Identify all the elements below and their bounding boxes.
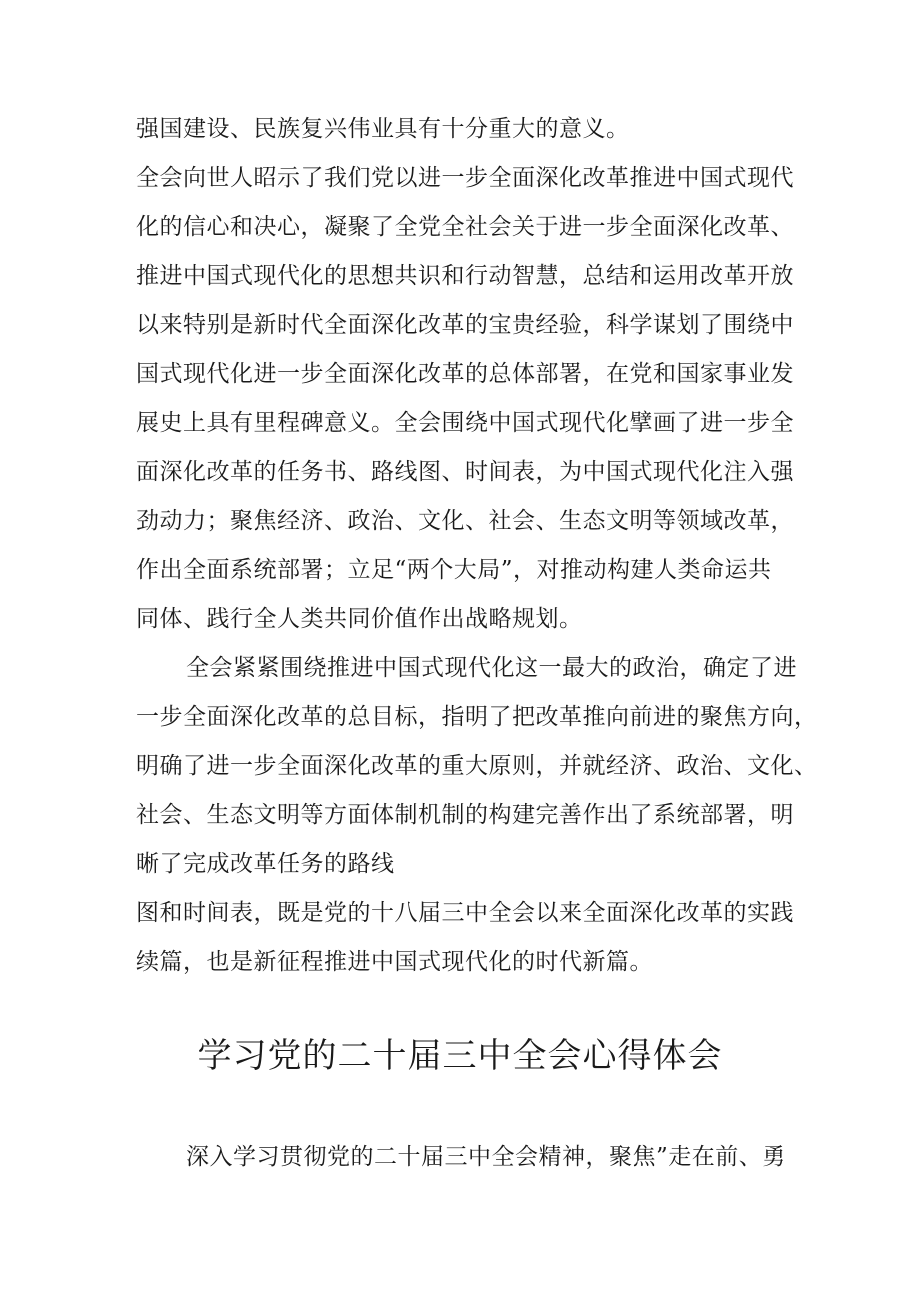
paragraph-line: 图和时间表，既是党的十八届三中全会以来全面深化改革的实践 <box>136 900 794 926</box>
paragraph-line: 以来特别是新时代全面深化改革的宝贵经验，科学谋划了围绕中 <box>136 312 794 338</box>
paragraph-line: 化的信心和决心，凝聚了全党全社会关于进一步全面深化改革、 <box>136 214 794 240</box>
paragraph-line: 推进中国式现代化的思想共识和行动智慧，总结和运用改革开放 <box>136 263 794 289</box>
paragraph-line: 社会、生态文明等方面体制机制的构建完善作出了系统部署，明 <box>136 802 794 828</box>
paragraph-line: 强国建设、民族复兴伟业具有十分重大的意义。 <box>136 116 630 142</box>
section-title: 学习党的二十届三中全会心得体会 <box>197 1036 723 1076</box>
paragraph-line: 劲动力；聚焦经济、政治、文化、社会、生态文明等领域改革， <box>136 508 794 534</box>
paragraph-line: 晰了完成改革任务的路线 <box>136 851 395 877</box>
paragraph-line: 续篇，也是新征程推进中国式现代化的时代新篇。 <box>136 949 653 975</box>
paragraph-line: 全会向世人昭示了我们党以进一步全面深化改革推进中国式现代 <box>136 165 794 191</box>
paragraph-line: 同体、践行全人类共同价值作出战略规划。 <box>136 606 583 632</box>
paragraph-line: 展史上具有里程碑意义。全会围绕中国式现代化擘画了进一步全 <box>136 410 794 436</box>
paragraph-line: 一步全面深化改革的总目标，指明了把改革推向前进的聚焦方向， <box>136 704 818 730</box>
paragraph-line: 深入学习贯彻党的二十届三中全会精神，聚焦”走在前、勇 <box>186 1144 786 1170</box>
paragraph-line: 国式现代化进一步全面深化改革的总体部署，在党和国家事业发 <box>136 361 794 387</box>
paragraph-line: 作出全面系统部署；立足“两个大局”，对推动构建人类命运共 <box>136 557 772 583</box>
paragraph-line: 全会紧紧围绕推进中国式现代化这一最大的政治，确定了进 <box>186 655 797 681</box>
paragraph-line: 明确了进一步全面深化改革的重大原则，并就经济、政治、文化、 <box>136 753 818 779</box>
paragraph-line: 面深化改革的任务书、路线图、时间表，为中国式现代化注入强 <box>136 459 794 485</box>
